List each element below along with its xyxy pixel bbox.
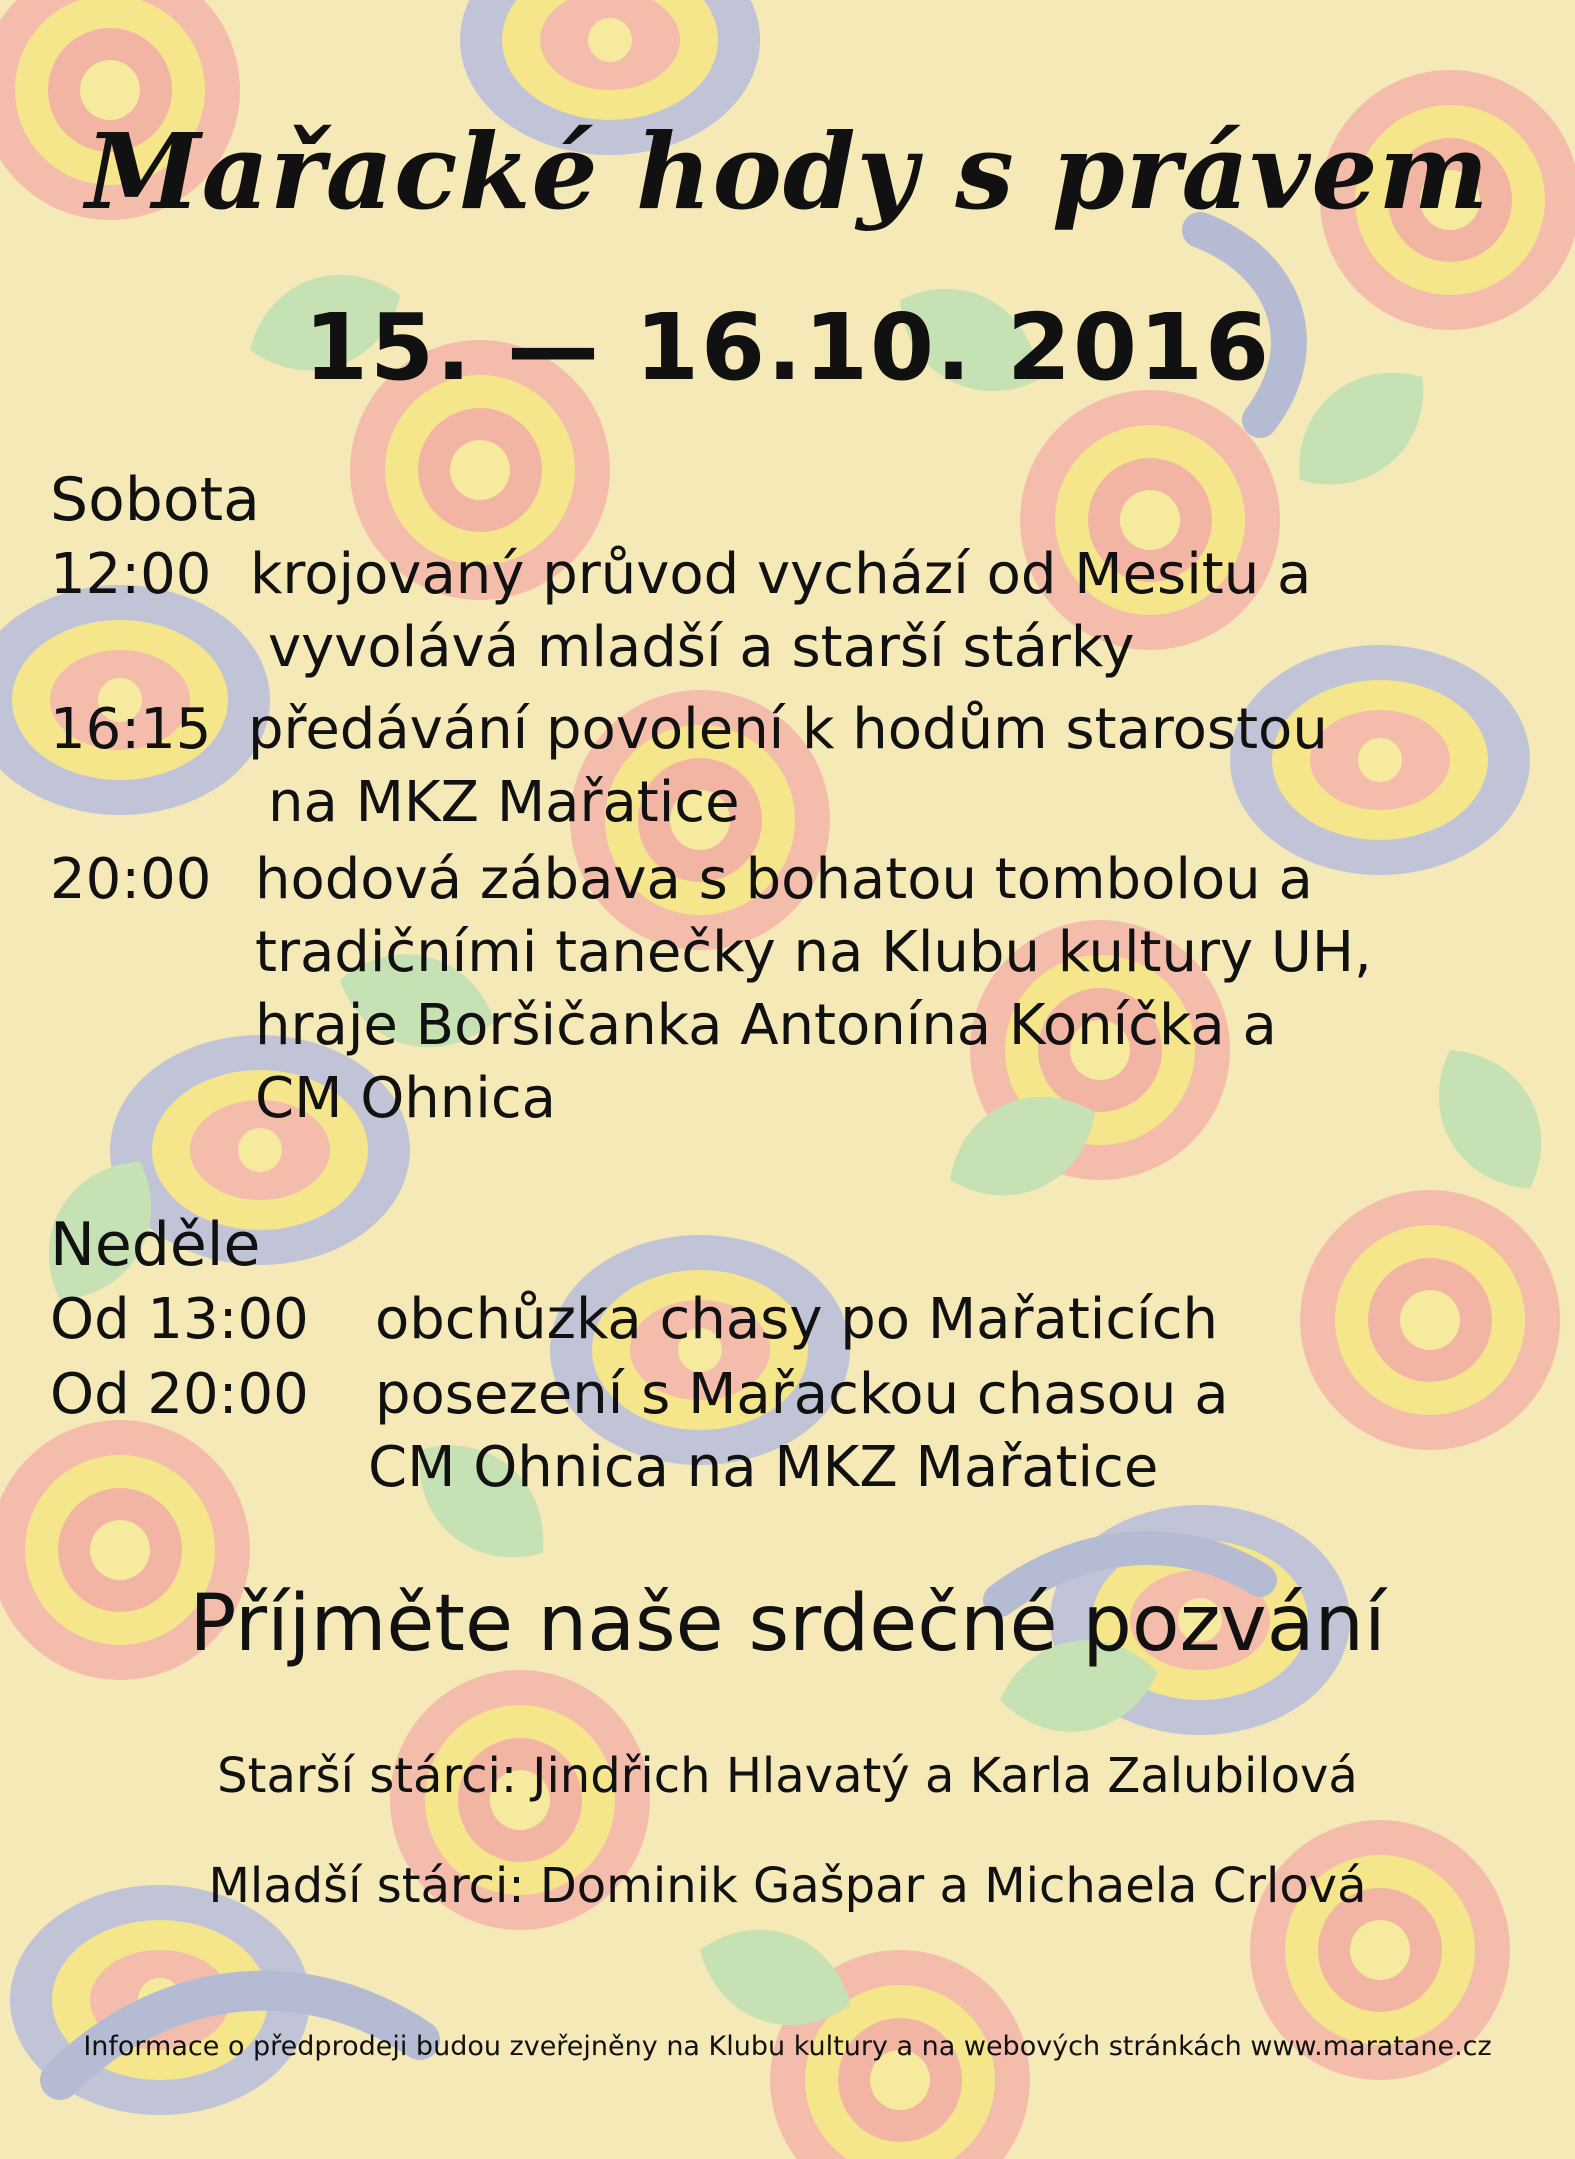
poster-title: Mařacké hody s právem xyxy=(85,110,1490,233)
day-label-saturday: Sobota xyxy=(50,465,260,535)
schedule-time: 20:00 xyxy=(50,847,212,912)
schedule-text: CM Ohnica na MKZ Mařatice xyxy=(368,1435,1159,1500)
schedule-text: posezení s Mařackou chasou a xyxy=(375,1362,1229,1427)
schedule-text: hodová zábava s bohatou tombolou a xyxy=(255,847,1313,912)
event-dates: 15. — 16.10. 2016 xyxy=(303,294,1272,401)
invitation-text: Příjměte naše srdečné pozvání xyxy=(189,1579,1386,1669)
younger-elders: Mladší stárci: Dominik Gašpar a Michaela Crlová xyxy=(208,1858,1367,1914)
schedule-time: Od 13:00 xyxy=(50,1287,309,1352)
day-label-sunday: Neděle xyxy=(50,1210,261,1280)
schedule-text: hraje Boršičanka Antonína Koníčka a xyxy=(255,993,1277,1058)
schedule-text: na MKZ Mařatice xyxy=(268,770,740,835)
schedule-text: předávání povolení k hodům starostou xyxy=(248,697,1328,762)
presale-info-note: Informace o předprodeji budou zveřejněny na Klubu kultury a na webových stránkách www.maratane.cz xyxy=(83,2031,1492,2062)
schedule-time: 12:00 xyxy=(50,542,212,607)
schedule-text: vyvolává mladší a starší stárky xyxy=(268,615,1135,680)
schedule-time: Od 20:00 xyxy=(50,1362,309,1427)
schedule-time: 16:15 xyxy=(50,697,212,762)
schedule-text: obchůzka chasy po Mařaticích xyxy=(375,1287,1218,1352)
older-elders: Starší stárci: Jindřich Hlavatý a Karla Zalubilová xyxy=(217,1748,1358,1804)
schedule-text: krojovaný průvod vychází od Mesitu a xyxy=(250,542,1312,607)
schedule-text: tradičními tanečky na Klubu kultury UH, xyxy=(255,920,1372,985)
schedule-text: CM Ohnica xyxy=(255,1066,556,1131)
